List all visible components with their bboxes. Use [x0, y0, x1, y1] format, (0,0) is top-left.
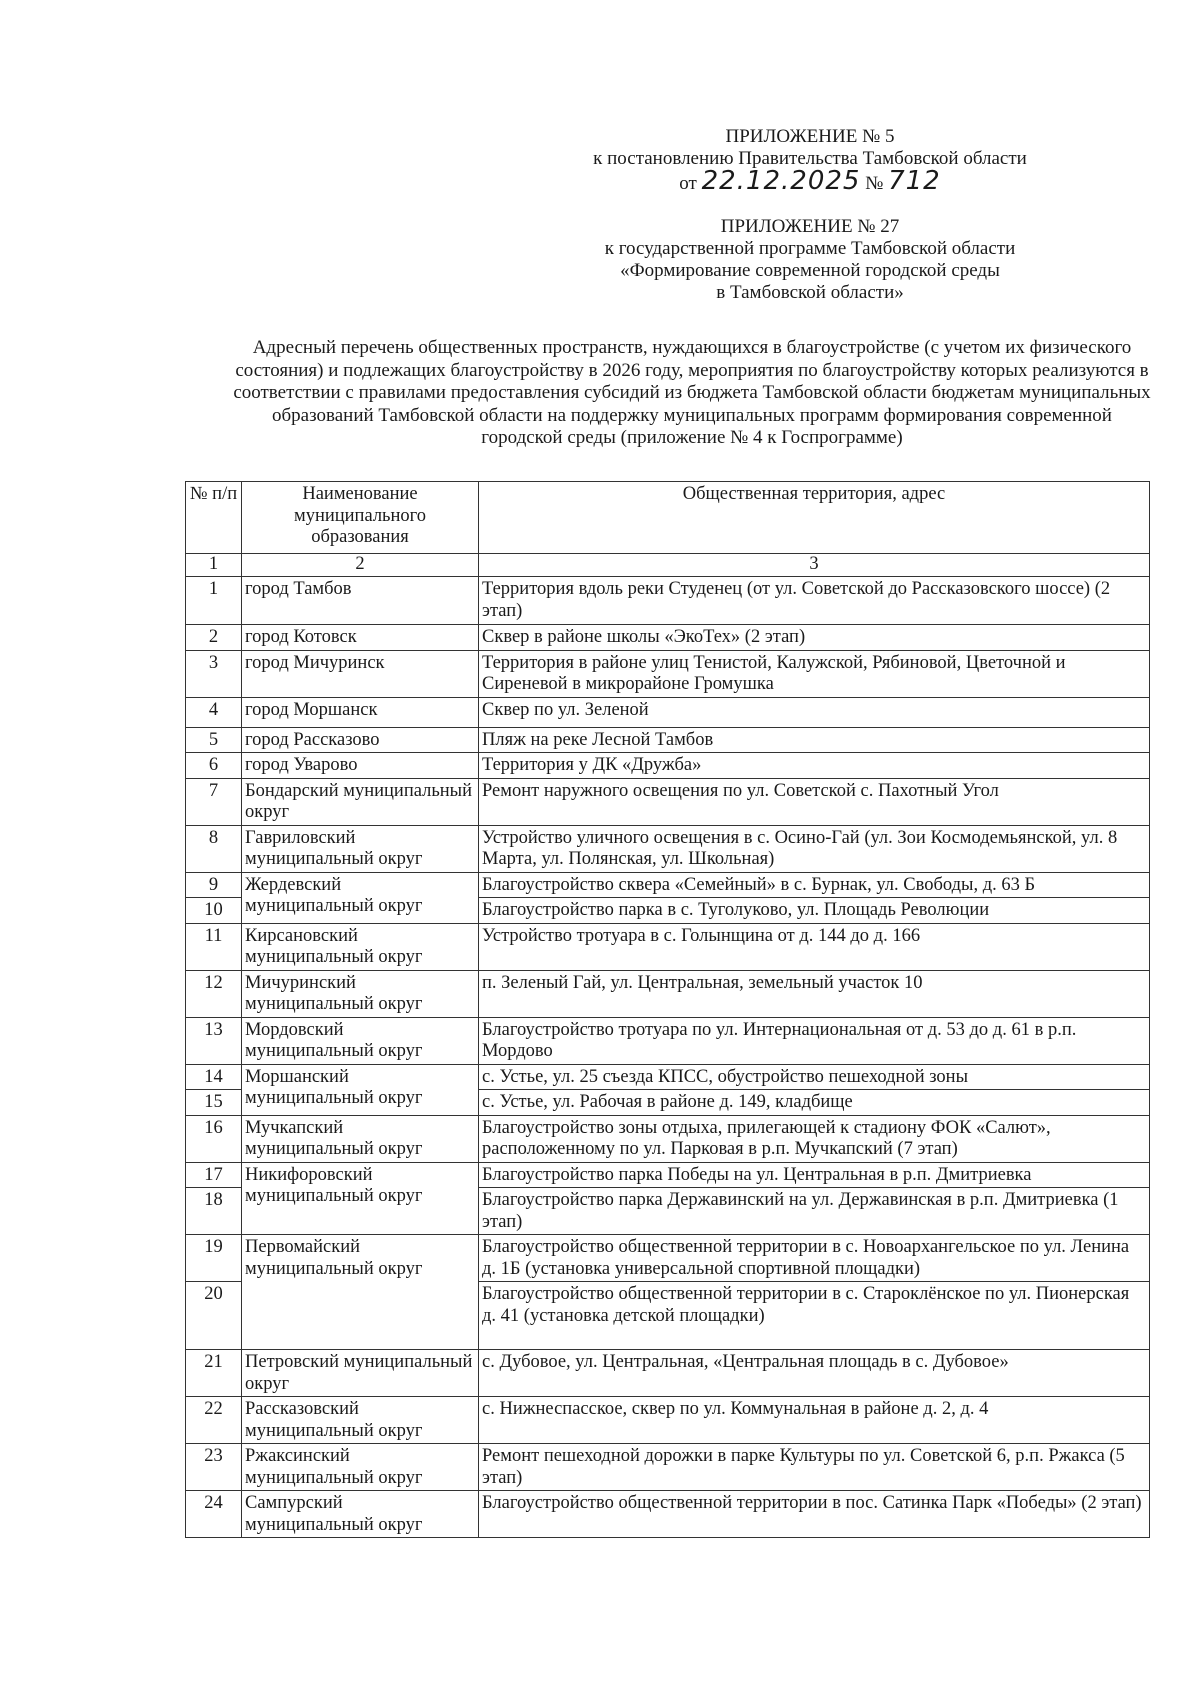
municipality-name-part: Жердевский	[245, 874, 342, 895]
table-row	[186, 778, 1150, 825]
municipality-name: Гавриловский муниципальный округ	[242, 825, 479, 872]
municipality-name-part: муниципальный округ	[245, 896, 423, 916]
municipality-name: Мичуринский муниципальный округ	[242, 970, 479, 1017]
municipality-name: город Рассказово	[242, 727, 479, 753]
row-number: 6	[186, 753, 242, 779]
municipality-name: город Уварово	[242, 753, 479, 779]
municipality-name-part: Моршанский	[245, 1066, 349, 1087]
territory-address: Сквер в районе школы «ЭкоТех» (2 этап)	[479, 625, 1150, 651]
table-row	[186, 650, 1150, 697]
table-row	[186, 1491, 1150, 1538]
row-number: 12	[186, 970, 242, 1017]
row-number: 2	[186, 625, 242, 651]
territory-address: Благоустройство парка Державинский на ул. Державинская в р.п. Дмитриевка (1 этап)	[479, 1188, 1150, 1235]
municipality-name-part: Первомайский муниципальный округ	[245, 1237, 423, 1279]
territory-address: п. Зеленый Гай, ул. Центральная, земельный участок 10	[479, 970, 1150, 1017]
table-row	[186, 970, 1150, 1017]
table-header-row	[186, 482, 1150, 554]
row-number: 21	[186, 1350, 242, 1397]
table-row	[186, 1350, 1150, 1397]
row-number: 16	[186, 1115, 242, 1162]
table-row	[186, 1444, 1150, 1491]
municipality-name: Сампурский муниципальный округ	[242, 1491, 479, 1538]
column-number: 1	[186, 554, 242, 577]
territory-address: с. Нижнеспасское, сквер по ул. Коммунальная в районе д. 2, д. 4	[479, 1397, 1150, 1444]
municipality-name: Кирсановский муниципальный округ	[242, 923, 479, 970]
territory-address: Ремонт пешеходной дорожки в парке Культуры по ул. Советской 6, р.п. Ржакса (5 этап)	[479, 1444, 1150, 1491]
municipality-name	[242, 1162, 479, 1235]
appendix-5-header	[560, 126, 1060, 195]
municipality-name	[242, 1064, 479, 1115]
municipality-name: Мучкапский муниципальный округ	[242, 1115, 479, 1162]
territory-address: Благоустройство парка в с. Туголуково, ул. Площадь Революции	[479, 898, 1150, 924]
municipality-name	[242, 1235, 479, 1350]
territory-address: Пляж на реке Лесной Тамбов	[479, 727, 1150, 753]
row-number: 19	[186, 1235, 242, 1282]
territory-address: Территория вдоль реки Студенец (от ул. Советской до Рассказовского шоссе) (2 этап)	[479, 577, 1150, 625]
handwritten-date: 22.12.2025	[701, 166, 861, 196]
municipality-name: Бондарский муниципальный округ	[242, 778, 479, 825]
appendix-27-line: «Формирование современной городской среды	[620, 260, 1000, 281]
row-number: 14	[186, 1064, 242, 1090]
table-row	[186, 1064, 1150, 1090]
table-row	[186, 625, 1150, 651]
territory-address: Ремонт наружного освещения по ул. Советской с. Пахотный Угол	[479, 778, 1150, 825]
date-prefix: от	[679, 173, 697, 194]
table-row	[186, 923, 1150, 970]
territory-address: Благоустройство общественной территории в пос. Сатинка Парк «Победы» (2 этап)	[479, 1491, 1150, 1538]
territory-address: Территория в районе улиц Тенистой, Калужской, Рябиновой, Цветочной и Сиреневой в микрорайоне Громушка	[479, 650, 1150, 697]
municipality-name: Ржаксинский муниципальный округ	[242, 1444, 479, 1491]
row-number: 18	[186, 1188, 242, 1235]
header-number: № п/п	[186, 482, 242, 554]
table-row	[186, 1162, 1150, 1188]
municipality-name-part: Никифоровский	[245, 1164, 373, 1185]
municipality-name: город Тамбов	[242, 577, 479, 625]
appendix-5-line: к постановлению Правительства Тамбовской области	[593, 148, 1027, 169]
municipality-name-part: муниципальный округ	[245, 1186, 423, 1206]
resolution-date-number	[560, 166, 1060, 196]
territory-address: Устройство уличного освещения в с. Осино-Гай (ул. Зои Космодемьянской, ул. 8 Марта, ул. Полянская, ул. Школьная)	[479, 825, 1150, 872]
municipality-name-part: муниципальный округ	[245, 1088, 423, 1108]
appendix-5-title: ПРИЛОЖЕНИЕ № 5	[725, 126, 895, 147]
address-table	[185, 481, 1150, 1538]
table-row	[186, 577, 1150, 625]
row-number: 20	[186, 1282, 242, 1350]
row-number: 8	[186, 825, 242, 872]
row-number: 22	[186, 1397, 242, 1444]
row-number: 23	[186, 1444, 242, 1491]
appendix-27-title: ПРИЛОЖЕНИЕ № 27	[720, 216, 900, 237]
territory-address: с. Устье, ул. 25 съезда КПСС, обустройство пешеходной зоны	[479, 1064, 1150, 1090]
row-number: 3	[186, 650, 242, 697]
territory-address: Территория у ДК «Дружба»	[479, 753, 1150, 779]
municipality-name: город Моршанск	[242, 697, 479, 727]
document-title: Адресный перечень общественных пространств, нуждающихся в благоустройстве (с учетом их физического состояния) и подлежащих благоустройству в 2026 году, мероприятия по благоустройству которых реализуются в соответствии с правилами предоставления субсидий из бюджета Тамбовской области бюджетам муниципальных образований Тамбовской области на поддержку муниципальных программ формирования современной городской среды (приложение № 4 к Госпрограмме)	[233, 337, 1151, 448]
table-row	[186, 697, 1150, 727]
appendix-27-line: к государственной программе Тамбовской области	[604, 238, 1016, 259]
territory-address: Сквер по ул. Зеленой	[479, 697, 1150, 727]
territory-address: Благоустройство общественной территории в с. Новоархангельское по ул. Ленина д. 1Б (установка универсальной спортивной площадки)	[479, 1235, 1150, 1282]
appendix-27-line: в Тамбовской области»	[716, 282, 904, 303]
territory-address: Благоустройство парка Победы на ул. Центральная в р.п. Дмитриевка	[479, 1162, 1150, 1188]
municipality-name: Мордовский муниципальный округ	[242, 1017, 479, 1064]
number-prefix: №	[865, 173, 884, 194]
table-row	[186, 727, 1150, 753]
row-number: 7	[186, 778, 242, 825]
territory-address: с. Устье, ул. Рабочая в районе д. 149, кладбище	[479, 1090, 1150, 1116]
row-number: 13	[186, 1017, 242, 1064]
municipality-name: город Мичуринск	[242, 650, 479, 697]
territory-address: Благоустройство общественной территории в с. Староклёнское по ул. Пионерская д. 41 (установка детской площадки)	[479, 1282, 1150, 1350]
territory-address: Благоустройство зоны отдыха, прилегающей к стадиону ФОК «Салют», расположенному по ул. Парковая в р.п. Мучкапский (7 этап)	[479, 1115, 1150, 1162]
territory-address: Устройство тротуара в с. Голынщина от д. 144 до д. 166	[479, 923, 1150, 970]
column-number: 3	[479, 554, 1150, 577]
column-number: 2	[242, 554, 479, 577]
municipality-name	[242, 872, 479, 923]
table-row	[186, 753, 1150, 779]
row-number: 15	[186, 1090, 242, 1116]
table-row	[186, 872, 1150, 898]
municipality-name: Петровский муниципальный округ	[242, 1350, 479, 1397]
table-row	[186, 1235, 1150, 1282]
column-number-row	[186, 554, 1150, 577]
row-number: 17	[186, 1162, 242, 1188]
row-number: 1	[186, 577, 242, 625]
territory-address: с. Дубовое, ул. Центральная, «Центральная площадь в с. Дубовое»	[479, 1350, 1150, 1397]
header-address: Общественная территория, адрес	[479, 482, 1150, 554]
row-number: 11	[186, 923, 242, 970]
table-row	[186, 825, 1150, 872]
handwritten-number: 712	[888, 166, 941, 196]
appendix-27-header	[560, 216, 1060, 304]
row-number: 9	[186, 872, 242, 898]
row-number: 24	[186, 1491, 242, 1538]
municipality-name: город Котовск	[242, 625, 479, 651]
municipality-name: Рассказовский муниципальный округ	[242, 1397, 479, 1444]
row-number: 4	[186, 697, 242, 727]
row-number: 5	[186, 727, 242, 753]
territory-address: Благоустройство сквера «Семейный» в с. Бурнак, ул. Свободы, д. 63 Б	[479, 872, 1150, 898]
territory-address: Благоустройство тротуара по ул. Интернациональная от д. 53 до д. 61 в р.п. Мордово	[479, 1017, 1150, 1064]
header-municipality: Наименование муниципального образования	[242, 482, 479, 554]
row-number: 10	[186, 898, 242, 924]
table-row	[186, 1397, 1150, 1444]
table-row	[186, 1017, 1150, 1064]
table-row	[186, 1115, 1150, 1162]
